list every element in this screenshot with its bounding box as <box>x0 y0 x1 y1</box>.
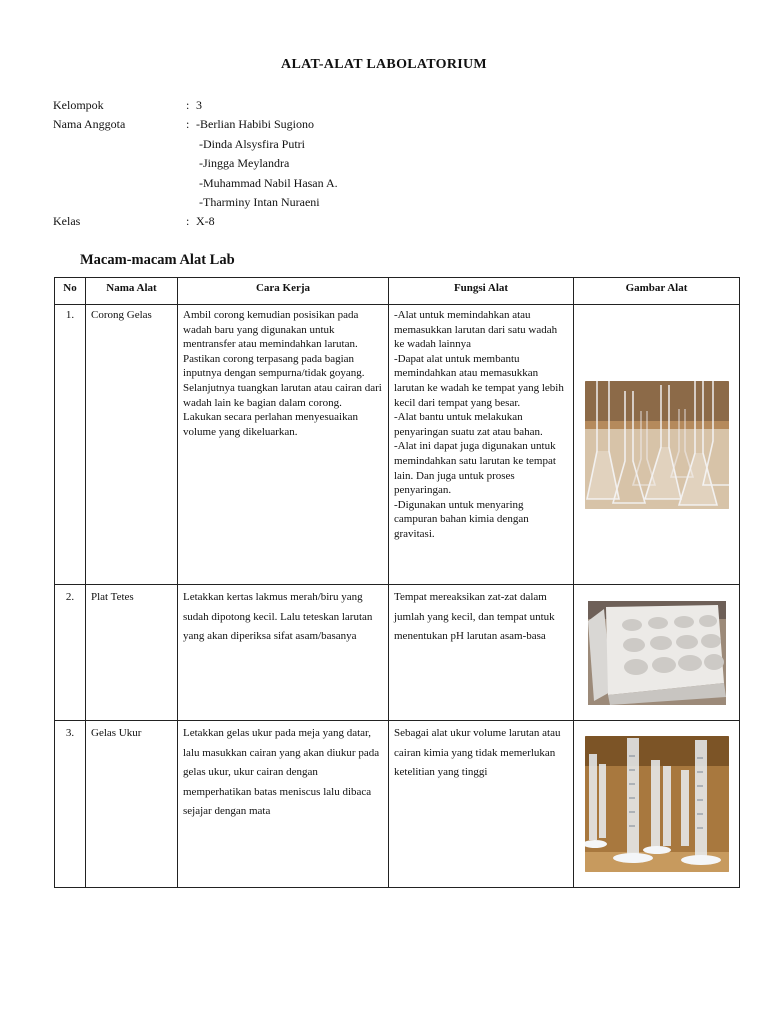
tool-procedure: Letakkan gelas ukur pada meja yang datar, lalu masukkan cairan yang akan diukur pada gelas ukur, ukur cairan dengan memperhatikan batas meniscus lalu dibaca sejajar dengan mata <box>178 721 389 888</box>
tool-function: -Alat untuk memindahkan atau memasukkan larutan dari satu wadah ke wadah lainnya -Dapat alat untuk membantu memindahkan atau memasukkan larutan ke wadah ke tempat yang lebih kecil dari tempat yang besar. -Alat bantu untuk melakukan penyaringan suatu zat atau bahan. -Alat ini dapat juga digunakan untuk memindahkan satu larutan ke tempat lain. Dan juga untuk proses penyaringan. -Digunakan untuk menyaring campuran bahan kimia dengan gravitasi. <box>389 305 574 585</box>
tool-image-cell <box>574 721 740 888</box>
row-number: 3. <box>55 721 86 888</box>
table-row <box>55 305 740 585</box>
table-header-row <box>55 278 740 305</box>
tool-image-cell <box>574 585 740 721</box>
colon: : <box>186 214 190 229</box>
tool-name: Corong Gelas <box>86 305 178 585</box>
lab-tools-table <box>54 277 740 888</box>
anggota-row <box>53 115 338 134</box>
table-row <box>55 721 740 888</box>
colon: : <box>186 117 190 132</box>
anggota-name: -Tharminy Intan Nuraeni <box>199 194 320 209</box>
anggota-label: Nama Anggota <box>53 117 126 132</box>
table-row <box>55 585 740 721</box>
anggota-row <box>53 193 338 212</box>
header-fungsi-alat: Fungsi Alat <box>389 278 574 305</box>
glass-funnels-photo <box>585 381 729 509</box>
kelas-row <box>53 212 338 231</box>
header-no: No <box>55 278 86 305</box>
row-number: 2. <box>55 585 86 721</box>
tool-procedure: Ambil corong kemudian posisikan pada wadah baru yang digunakan untuk mentransfer atau memindahkan larutan. Pastikan corong terpasang pada bagian inputnya dengan sempurna/tidak goyang. Selanjutnya tuangkan larutan atau cairan dari wadah lain ke bagian dalam corong. Lakukan secara perlahan menyesuaikan volume yang dikeluarkan. <box>178 305 389 585</box>
tool-function: Tempat mereaksikan zat-zat dalam jumlah yang kecil, dan tempat untuk menentukan pH larutan asam-basa <box>389 585 574 721</box>
tool-image-cell <box>574 305 740 585</box>
header-gambar-alat: Gambar Alat <box>574 278 740 305</box>
header-cara-kerja: Cara Kerja <box>178 278 389 305</box>
tool-name: Gelas Ukur <box>86 721 178 888</box>
row-number: 1. <box>55 305 86 585</box>
section-title: Macam-macam Alat Lab <box>80 252 235 268</box>
kelompok-label: Kelompok <box>53 98 104 112</box>
tool-function: Sebagai alat ukur volume larutan atau cairan kimia yang tidak memerlukan ketelitian yang tinggi <box>389 721 574 888</box>
tool-name: Plat Tetes <box>86 585 178 721</box>
anggota-row <box>53 174 338 193</box>
kelas-value: X-8 <box>196 214 215 229</box>
kelompok-row <box>53 96 338 115</box>
header-nama-alat: Nama Alat <box>86 278 178 305</box>
graduated-cylinders-photo <box>585 736 729 872</box>
anggota-name: -Jingga Meylandra <box>199 156 290 171</box>
colon: : <box>186 98 190 112</box>
spot-plate-photo <box>585 601 729 705</box>
anggota-row <box>53 135 338 154</box>
document-title: ALAT-ALAT LABOLATORIUM <box>281 57 487 72</box>
anggota-name: -Muhammad Nabil Hasan A. <box>199 175 338 190</box>
anggota-name: -Berlian Habibi Sugiono <box>196 117 314 132</box>
anggota-row <box>53 154 338 173</box>
group-info <box>53 96 338 232</box>
kelompok-value: 3 <box>196 98 202 112</box>
kelas-label: Kelas <box>53 214 81 229</box>
anggota-name: -Dinda Alsysfira Putri <box>199 136 305 151</box>
tool-procedure: Letakkan kertas lakmus merah/biru yang sudah dipotong kecil. Lalu teteskan larutan yang akan diperiksa sifat asam/basanya <box>178 585 389 721</box>
